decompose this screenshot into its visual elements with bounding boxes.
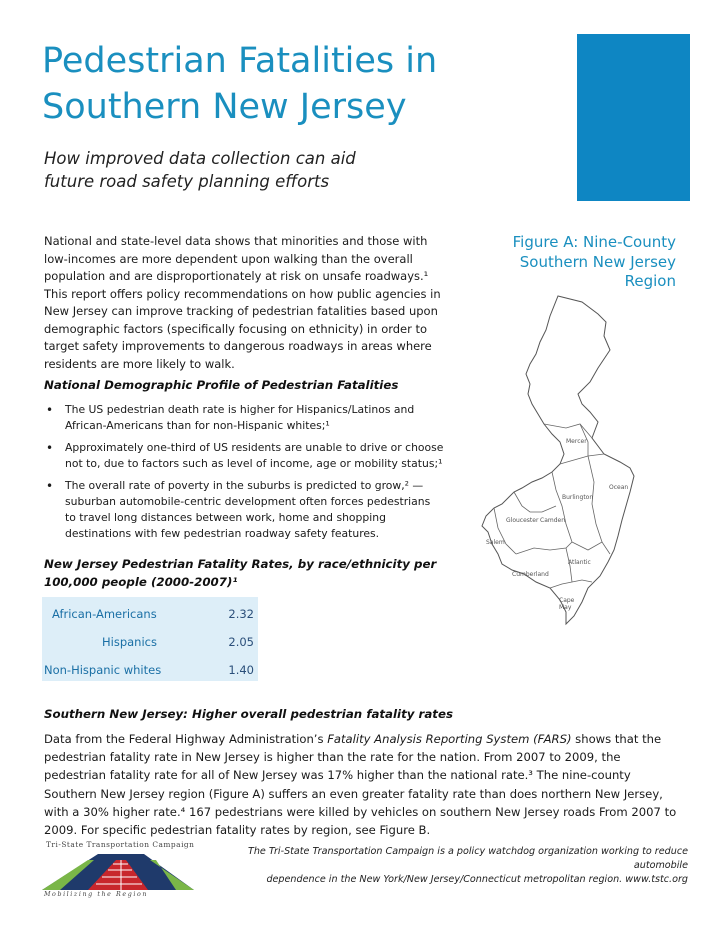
caption-line-1: Figure A: Nine-County	[512, 233, 676, 251]
nj-county-map	[470, 292, 660, 667]
nj-rates-table	[42, 597, 258, 681]
national-profile-heading: National Demographic Profile of Pedestrian Fatalities	[44, 378, 399, 392]
nj-rates-heading: New Jersey Pedestrian Fatality Rates, by race/ethnicity per 100,000 people (2000-2007)¹	[44, 557, 437, 589]
southern-nj-heading: Southern New Jersey: Higher overall pedestrian fatality rates	[44, 707, 453, 721]
county-label-camden: Camden	[540, 517, 566, 524]
county-label-salem: Salem	[486, 539, 505, 546]
county-label-cape-may: May	[559, 604, 572, 611]
subtitle-line-1: How improved data collection can aid	[44, 149, 356, 168]
title-line-2: Southern New Jersey	[42, 87, 407, 127]
footer-line-2: dependence in the New York/New Jersey/Connecticut metropolitan region. www.tstc.org	[266, 874, 688, 885]
county-label-cumberland: Cumberland	[512, 571, 549, 578]
county-label-gloucester: Gloucester	[506, 517, 539, 524]
national-profile-list	[44, 402, 444, 548]
intro-paragraph: National and state-level data shows that minorities and those with low-incomes are more dependent upon walking than the overall population and are disproportionately at risk on unsafe roadways.¹ This report offers policy recommendations on how public agencies in New Jersey can improve tracking of pedestrian fatalities based upon demographic factors (specifically focusing on ethnicity) in order to target safety improvements to dangerous roadways in areas where residents are more likely to walk.	[44, 234, 441, 371]
table-row	[42, 597, 258, 625]
footer-note	[196, 845, 688, 887]
nj-state-outline	[482, 296, 634, 624]
fars-system-name: Fatality Analysis Reporting System (FARS)	[327, 732, 572, 746]
title-line-1: Pedestrian Fatalities in	[42, 41, 438, 81]
table-row	[42, 653, 258, 681]
county-label-atlantic: Atlantic	[568, 559, 591, 566]
rate-value: 1.40	[228, 663, 254, 677]
county-label-ocean: Ocean	[609, 484, 629, 491]
rate-label: Hispanics	[102, 635, 157, 649]
caption-line-3: Region	[624, 272, 676, 290]
rate-value: 2.05	[228, 635, 254, 649]
subtitle-line-2: future road safety planning efforts	[44, 172, 330, 191]
county-label-mercer: Mercer	[566, 438, 587, 445]
rate-label: Non-Hispanic whites	[44, 663, 162, 677]
logo-tagline: Mobilizing the Region	[44, 891, 149, 898]
tstc-logo	[38, 840, 198, 900]
road-icon	[38, 850, 198, 896]
county-label-burlington: Burlington	[562, 494, 594, 501]
table-row	[42, 625, 258, 653]
southern-nj-paragraph	[44, 730, 684, 839]
page-title	[42, 38, 542, 130]
decorative-blue-block	[577, 34, 690, 201]
list-item: • The overall rate of poverty in the suburbs is predicted to grow,² — suburban automobile-centric development often forces pedestrians to travel long distances between work, home and shopping destinations with few pedestrian roadway safety features.	[44, 478, 444, 542]
rate-label: African-Americans	[52, 607, 157, 621]
rate-value: 2.32	[228, 607, 254, 621]
paragraph-text: shows that the pedestrian fatality rate in New Jersey is higher than the rate for the nation. From 2007 to 2009, the pedestrian fatality rate for all of New Jersey was 17% higher than the national rate.³ The nine-county Southern New Jersey region (Figure A) suffers an even greater fatality rate than does northern New Jersey, with a 30% higher rate.⁴ 167 pedestrians were killed by vehicles on southern New Jersey roads From 2007 to 2009. For specific pedestrian fatality rates by region, see Figure B.	[44, 732, 677, 838]
caption-line-2: Southern New Jersey	[519, 252, 676, 271]
list-item: • Approximately one-third of US residents are unable to drive or choose not to, due to factors such as level of income, age or mobility status;¹	[44, 440, 444, 472]
county-label-cape-may: Cape	[559, 597, 575, 604]
figure-a-caption	[488, 233, 676, 292]
footer-line-1: The Tri-State Transportation Campaign is a policy watchdog organization working to reduce automobile	[247, 846, 688, 871]
logo-wordmark: Tri-State Transportation Campaign	[46, 840, 195, 849]
paragraph-text: Data from the Federal Highway Administration’s	[44, 732, 328, 746]
list-item: • The US pedestrian death rate is higher for Hispanics/Latinos and African-Americans than for non-Hispanic whites;¹	[44, 402, 444, 434]
page-subtitle	[44, 147, 444, 193]
